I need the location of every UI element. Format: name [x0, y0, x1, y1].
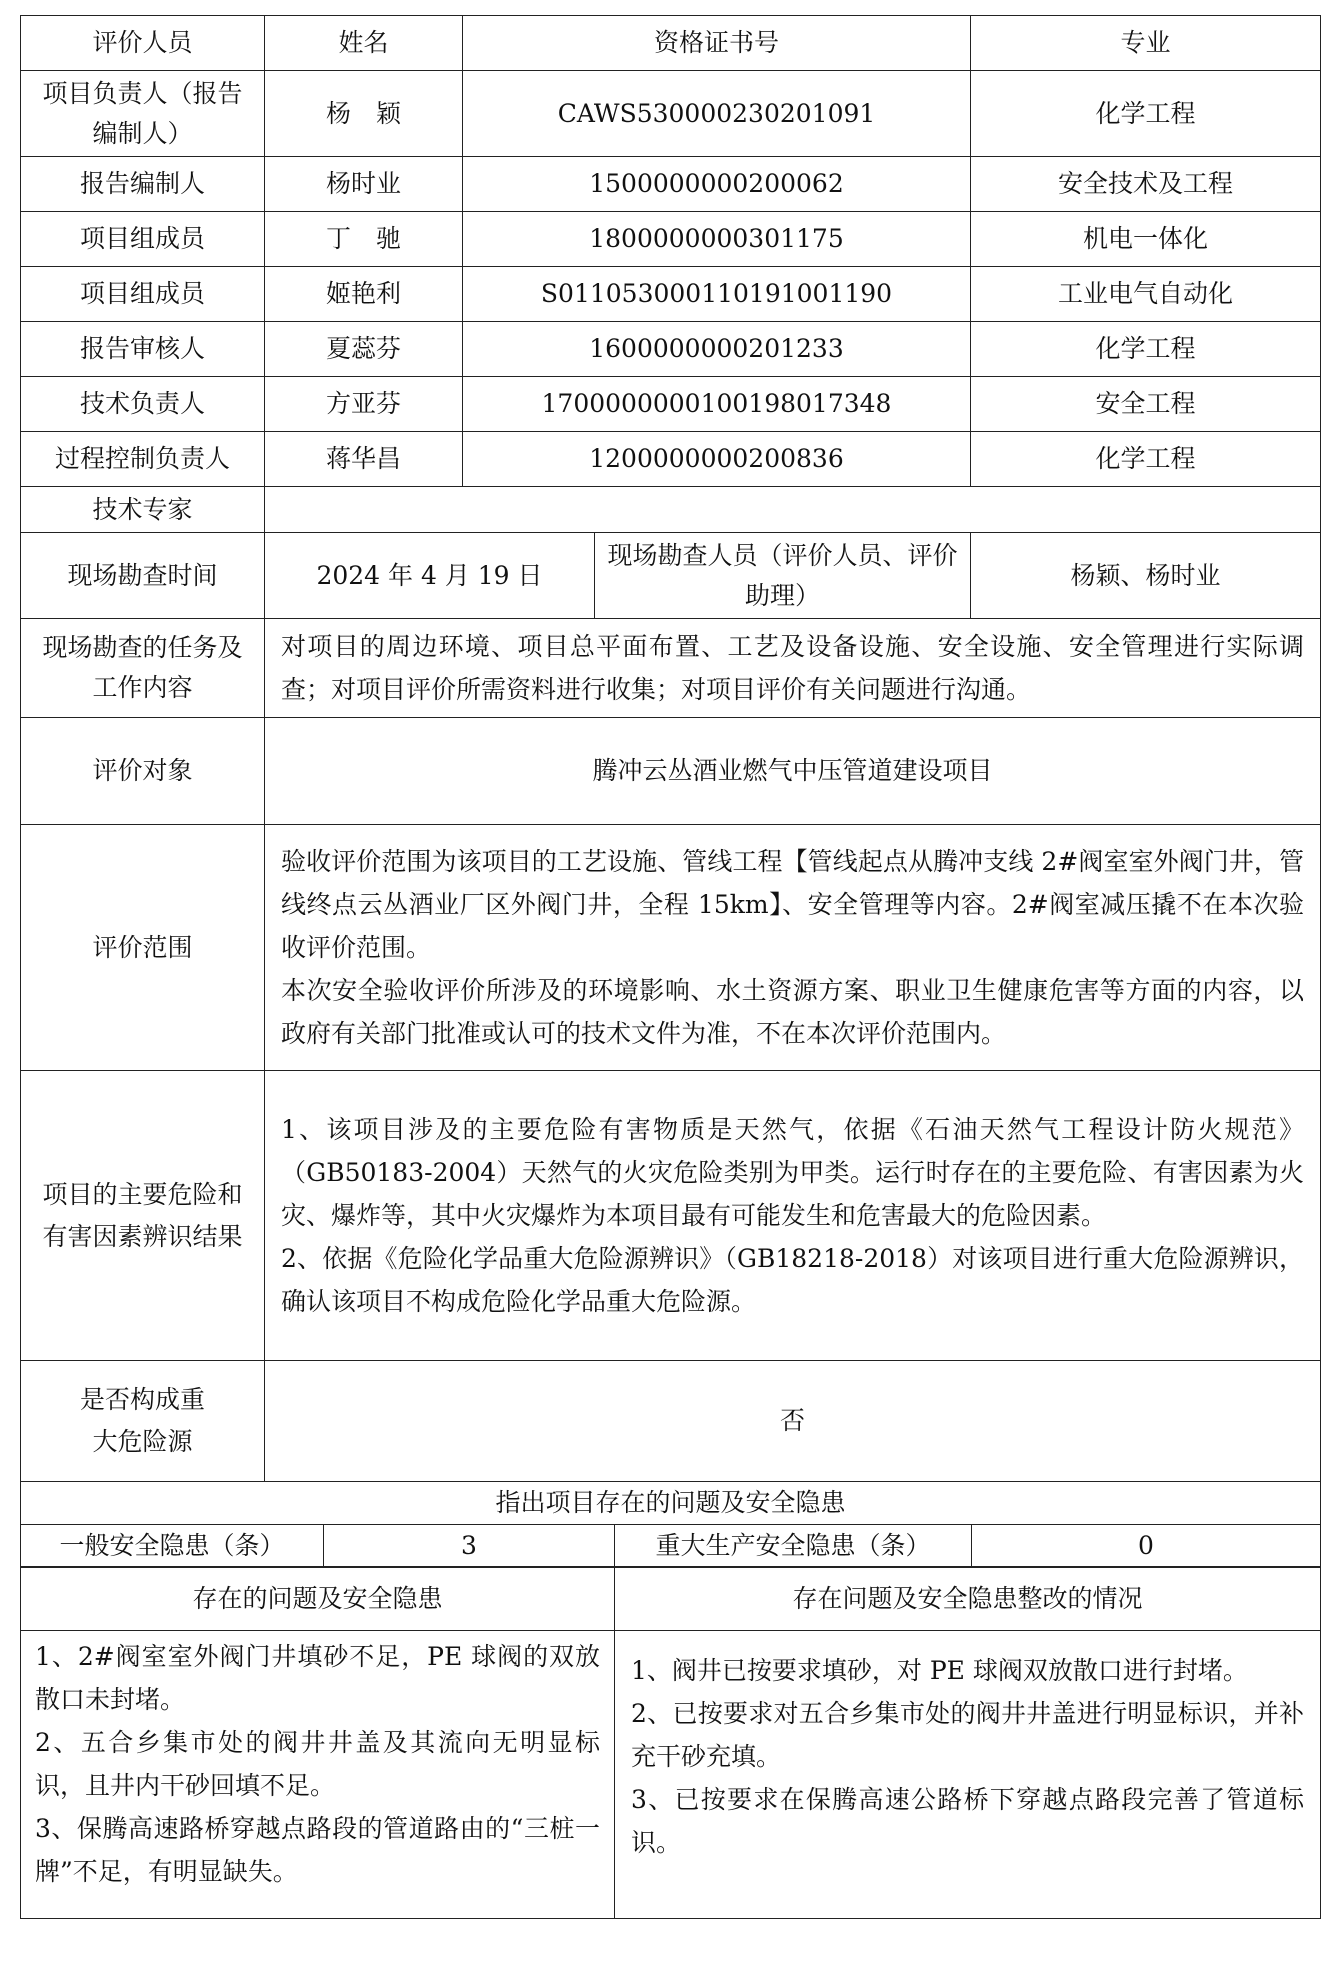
staff-cert: 1600000000201233 — [463, 322, 971, 377]
staff-row — [21, 267, 1321, 322]
hazard-row — [21, 1071, 1321, 1361]
general-hazard-label: 一般安全隐患（条） — [21, 1524, 324, 1567]
staff-major: 化学工程 — [971, 322, 1321, 377]
staff-row — [21, 377, 1321, 432]
staff-major: 安全技术及工程 — [971, 157, 1321, 212]
survey-row — [21, 533, 1321, 619]
staff-major: 化学工程 — [971, 71, 1321, 157]
staff-name: 丁 驰 — [265, 212, 463, 267]
staff-major: 安全工程 — [971, 377, 1321, 432]
survey-people-value: 杨颖、杨时业 — [971, 533, 1321, 619]
staff-cert: CAWS530000230201091 — [463, 71, 971, 157]
task-row — [21, 619, 1321, 718]
major-hazard-count: 0 — [972, 1524, 1321, 1567]
hazard-paragraph: 1、该项目涉及的主要危险有害物质是天然气，依据《石油天然气工程设计防火规范》（GB50183-2004）天然气的火灾危险类别为甲类。运行时存在的主要危险、有害因素为火灾、爆炸等，其中火灾爆炸为本项目最有可能发生和危害最大的危险因素。 — [281, 1115, 1305, 1230]
scope-row — [21, 825, 1321, 1071]
header-cert: 资格证书号 — [463, 16, 971, 71]
fix-item: 3、已按要求在保腾高速公路桥下穿越点路段完善了管道标识。 — [631, 1785, 1304, 1857]
expert-label: 技术专家 — [21, 487, 265, 533]
staff-role: 报告审核人 — [21, 322, 265, 377]
object-value: 腾冲云丛酒业燃气中压管道建设项目 — [265, 718, 1321, 825]
staff-row — [21, 432, 1321, 487]
staff-cert: 1200000000200836 — [463, 432, 971, 487]
staff-role: 报告编制人 — [21, 157, 265, 212]
evaluation-form — [20, 15, 1320, 1919]
task-text: 对项目的周边环境、项目总平面布置、工艺及设备设施、安全设施、安全管理进行实际调查；对项目评价所需资料进行收集；对项目评价有关问题进行沟通。 — [265, 619, 1321, 718]
staff-row — [21, 212, 1321, 267]
scope-label: 评价范围 — [21, 825, 265, 1071]
object-row — [21, 718, 1321, 825]
scope-content — [265, 825, 1321, 1071]
issues-content-row — [21, 1631, 1321, 1919]
issues-title-row — [21, 1481, 1321, 1524]
major-source-value: 否 — [265, 1361, 1321, 1482]
staff-major: 机电一体化 — [971, 212, 1321, 267]
survey-time-value: 2024 年 4 月 19 日 — [265, 533, 595, 619]
problem-item: 2、五合乡集市处的阀井井盖及其流向无明显标识，且井内干砂回填不足。 — [35, 1728, 600, 1800]
staff-name: 杨 颖 — [265, 71, 463, 157]
staff-row — [21, 322, 1321, 377]
staff-major: 工业电气自动化 — [971, 267, 1321, 322]
staff-name: 杨时业 — [265, 157, 463, 212]
staff-row — [21, 157, 1321, 212]
fix-item: 1、阀井已按要求填砂，对 PE 球阀双放散口进行封堵。 — [631, 1656, 1248, 1685]
issues-header-row — [21, 1567, 1321, 1631]
staff-name: 方亚芬 — [265, 377, 463, 432]
staff-cert: S011053000110191001190 — [463, 267, 971, 322]
staff-role: 过程控制负责人 — [21, 432, 265, 487]
header-role: 评价人员 — [21, 16, 265, 71]
staff-role: 项目组成员 — [21, 212, 265, 267]
staff-name: 姬艳利 — [265, 267, 463, 322]
object-label: 评价对象 — [21, 718, 265, 825]
staff-name: 夏蕊芬 — [265, 322, 463, 377]
hazard-label: 项目的主要危险和有害因素辨识结果 — [21, 1071, 265, 1361]
issues-count-row — [21, 1524, 1321, 1567]
problems-header: 存在的问题及安全隐患 — [21, 1567, 615, 1631]
major-hazard-label: 重大生产安全隐患（条） — [615, 1524, 972, 1567]
header-name: 姓名 — [265, 16, 463, 71]
scope-paragraph: 验收评价范围为该项目的工艺设施、管线工程【管线起点从腾冲支线 2#阀室室外阀门井，管线终点云丛酒业厂区外阀门井，全程 15km】、安全管理等内容。2#阀室减压撬不在本次验收评价范围。 — [281, 847, 1305, 962]
survey-time-label: 现场勘查时间 — [21, 533, 265, 619]
fixes-header: 存在问题及安全隐患整改的情况 — [615, 1567, 1321, 1631]
staff-name: 蒋华昌 — [265, 432, 463, 487]
major-source-label: 是否构成重大危险源 — [21, 1361, 265, 1482]
staff-header-row — [21, 16, 1321, 71]
header-major: 专业 — [971, 16, 1321, 71]
issues-detail-table — [20, 1566, 1321, 1919]
issues-summary-table — [20, 1481, 1321, 1568]
staff-role: 技术负责人 — [21, 377, 265, 432]
survey-people-label: 现场勘查人员（评价人员、评价助理） — [595, 533, 971, 619]
hazard-paragraph: 2、依据《危险化学品重大危险源辨识》（GB18218-2018）对该项目进行重大危险源辨识，确认该项目不构成危险化学品重大危险源。 — [281, 1244, 1305, 1316]
staff-role: 项目负责人（报告编制人） — [21, 71, 265, 157]
staff-cert: 1700000000100198017348 — [463, 377, 971, 432]
fixes-list — [615, 1631, 1321, 1919]
expert-value — [265, 487, 1321, 533]
hazard-content — [265, 1071, 1321, 1361]
problems-list — [21, 1631, 615, 1919]
problem-item: 3、保腾高速路桥穿越点路段的管道路由的“三桩一牌”不足，有明显缺失。 — [35, 1814, 600, 1886]
task-label: 现场勘查的任务及工作内容 — [21, 619, 265, 718]
expert-row — [21, 487, 1321, 533]
staff-role: 项目组成员 — [21, 267, 265, 322]
fix-item: 2、已按要求对五合乡集市处的阀井井盖进行明显标识，并补充干砂充填。 — [631, 1699, 1304, 1771]
issues-section-title: 指出项目存在的问题及安全隐患 — [21, 1481, 1321, 1524]
problem-item: 1、2#阀室室外阀门井填砂不足，PE 球阀的双放散口未封堵。 — [35, 1642, 600, 1714]
general-hazard-count: 3 — [324, 1524, 615, 1567]
staff-row — [21, 71, 1321, 157]
staff-table — [20, 15, 1321, 1482]
scope-paragraph: 本次安全验收评价所涉及的环境影响、水土资源方案、职业卫生健康危害等方面的内容，以政府有关部门批准或认可的技术文件为准，不在本次评价范围内。 — [281, 976, 1305, 1048]
staff-major: 化学工程 — [971, 432, 1321, 487]
staff-cert: 1500000000200062 — [463, 157, 971, 212]
staff-cert: 1800000000301175 — [463, 212, 971, 267]
major-source-row — [21, 1361, 1321, 1482]
